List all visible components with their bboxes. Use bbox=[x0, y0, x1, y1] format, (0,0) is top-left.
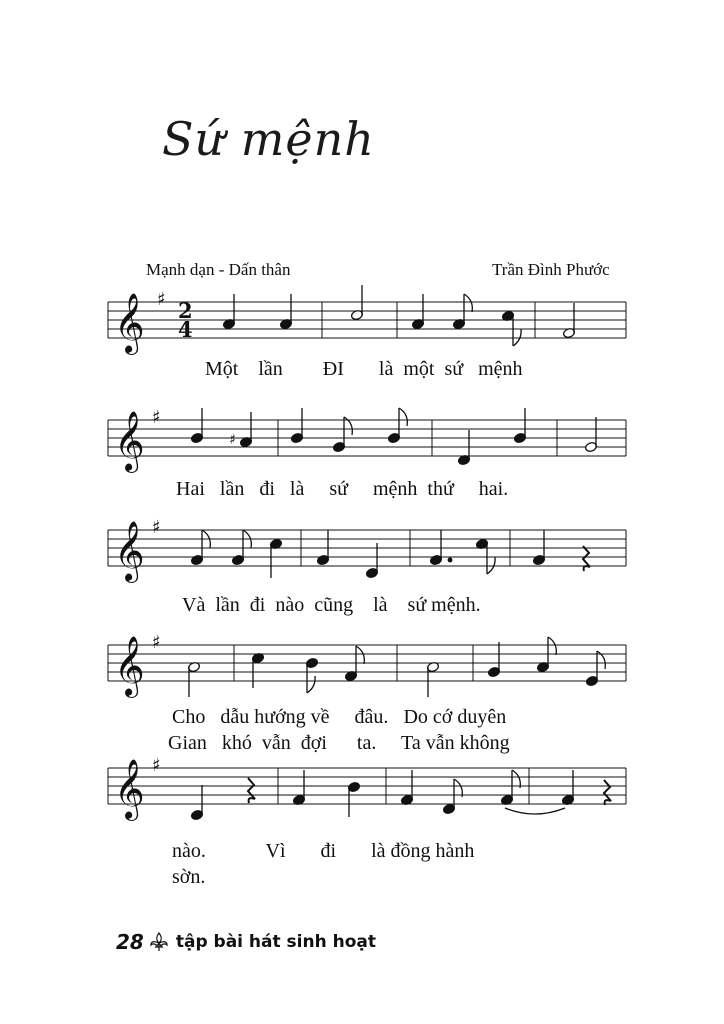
sharp-icon: ♯ bbox=[152, 517, 161, 538]
lyric-syllable: Hai bbox=[176, 478, 205, 500]
sharp-icon: ♯ bbox=[152, 755, 161, 776]
key-signatures bbox=[152, 289, 166, 776]
lyric-syllable: duyên bbox=[457, 706, 507, 728]
lyric-syllable: là bbox=[378, 358, 394, 380]
lyric-line-4b bbox=[168, 732, 510, 755]
lyric-syllable: đi bbox=[320, 840, 337, 862]
lyric-syllable: sờn. bbox=[172, 866, 206, 888]
lyric-syllable: hành bbox=[435, 840, 475, 862]
lyric-syllable: dẫu bbox=[220, 706, 250, 728]
lyric-syllable: không bbox=[459, 732, 510, 754]
lyric-syllable: vẫn bbox=[425, 732, 455, 754]
lyric-syllable: thứ bbox=[427, 478, 454, 500]
lyric-syllable: khó bbox=[221, 732, 252, 754]
lyric-syllable: sứ bbox=[407, 594, 427, 616]
sharp-icon: ♯ bbox=[152, 632, 161, 653]
lyric-line-4a bbox=[172, 706, 506, 729]
song-title: Sứ mệnh bbox=[162, 112, 375, 166]
lyric-line-3 bbox=[182, 594, 481, 617]
lyric-syllable: một bbox=[403, 358, 435, 380]
lyric-syllable: Một bbox=[205, 358, 239, 380]
composer: Trần Đình Phước bbox=[492, 260, 610, 279]
time-signature bbox=[178, 298, 193, 342]
lyric-line-1 bbox=[205, 358, 523, 381]
staff-system-2 bbox=[108, 420, 626, 456]
lyric-syllable: đợi bbox=[300, 732, 327, 754]
lyric-syllable: mệnh bbox=[478, 358, 523, 380]
lyric-syllable: là bbox=[289, 478, 305, 500]
lyric-syllable: hướng bbox=[254, 706, 306, 728]
time-signature-top: 2 bbox=[178, 298, 193, 323]
lyric-syllable: đi bbox=[249, 594, 266, 616]
staff-system-3 bbox=[108, 530, 626, 566]
lyric-line-2 bbox=[176, 478, 508, 501]
page-footer bbox=[116, 930, 376, 954]
lyric-syllable: sứ bbox=[329, 478, 348, 500]
page-number: 28 bbox=[116, 930, 144, 954]
lyric-syllable: lần bbox=[215, 594, 240, 616]
treble-clef-icon: 𝄞 bbox=[114, 293, 145, 353]
treble-clef-icon: 𝄞 bbox=[114, 411, 145, 471]
treble-clef-icon: 𝄞 bbox=[114, 521, 145, 581]
lyric-syllable: mệnh bbox=[372, 478, 418, 500]
lyric-syllable: hai. bbox=[478, 478, 509, 500]
lyric-syllable: là bbox=[371, 840, 386, 862]
tempo-marking: Mạnh dạn - Dấn thân bbox=[146, 260, 291, 279]
lyric-syllable: lần bbox=[258, 358, 283, 380]
time-signature-bottom: 4 bbox=[178, 317, 193, 342]
treble-clef-icon: 𝄞 bbox=[114, 636, 145, 696]
lyric-syllable: Ta bbox=[401, 732, 421, 754]
lyric-syllable: Cho bbox=[172, 706, 206, 728]
lyric-line-5a bbox=[172, 840, 474, 863]
lyric-syllable: cũng bbox=[314, 594, 354, 616]
lyric-syllable: đâu. bbox=[354, 706, 389, 728]
lyric-syllable: đồng bbox=[390, 840, 431, 862]
lyric-syllable: sứ bbox=[444, 358, 464, 380]
lyric-syllable: nào. bbox=[172, 840, 206, 862]
clefs bbox=[114, 293, 145, 821]
lyric-syllable: ĐI bbox=[322, 358, 344, 380]
lyric-line-5b bbox=[172, 866, 205, 889]
lyric-syllable: cớ bbox=[432, 706, 453, 728]
svg-text:♯: ♯ bbox=[229, 432, 236, 448]
lyric-syllable: ta. bbox=[356, 732, 377, 754]
lyric-syllable: là bbox=[373, 594, 388, 616]
treble-clef-icon: 𝄞 bbox=[114, 759, 145, 819]
lyric-syllable: về bbox=[310, 706, 330, 728]
lyric-syllable: Gian bbox=[168, 732, 207, 754]
sharp-icon: ♯ bbox=[157, 289, 166, 310]
lyric-syllable: đi bbox=[259, 478, 275, 500]
lyric-syllable: vẫn bbox=[261, 732, 291, 754]
lyric-syllable: mệnh. bbox=[431, 594, 481, 616]
lyric-syllable: nào bbox=[275, 594, 305, 616]
lyric-syllable: Do bbox=[403, 706, 428, 728]
lyric-syllable: lần bbox=[219, 478, 245, 500]
book-title: tập bài hát sinh hoạt bbox=[175, 932, 376, 952]
staff-system-5 bbox=[108, 768, 626, 804]
lyric-syllable: Và bbox=[182, 594, 206, 616]
sharp-icon: ♯ bbox=[152, 407, 161, 428]
fleur-de-lis-icon bbox=[148, 931, 170, 953]
lyric-syllable: Vì bbox=[265, 840, 286, 862]
